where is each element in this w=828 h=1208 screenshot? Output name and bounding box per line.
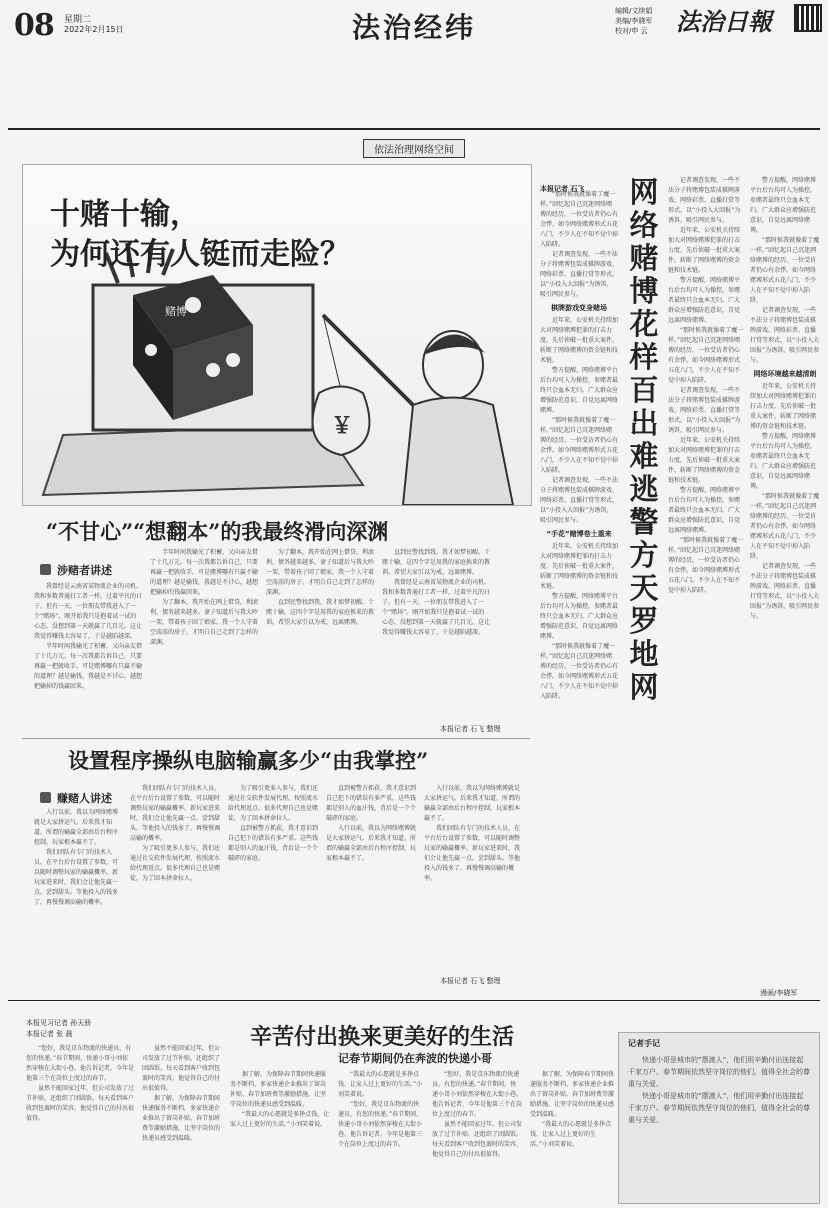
story4-column-1: “您好，我是京东物流的快递员，有您的快递。”春节期间，快递小哥小刘依然穿梭在大街小巷。他告诉记者，今年是他第三个在岗位上度过的春节。 虽然不能回家过年，但公司发放了过节补贴，还组织了团圆饭。每天看到客户收到包裹时的笑容，他觉得自己的付出很值得。	[26, 1045, 134, 1122]
story4-column-4: “我最大的心愿就是多挣点钱，让家人过上更好的生活。”小刘笑着说。 “您好，我是京东物流的快递员，有您的快递。”春节期间，快递小哥小刘依然穿梭在大街小巷。他告诉记者，今年是他第三个在岗位上度过的春节。	[338, 1071, 423, 1148]
banner-text: 依法治理网络空间	[363, 139, 465, 158]
newspaper-logo: 法治日報	[676, 7, 772, 36]
feature-headline-line1: 十赌十输，	[50, 197, 200, 232]
story3-subhead-3: 网络环境越来越清朗	[753, 370, 817, 378]
story4-column-5: “您好，我是京东物流的快递员，有您的快递。”春节期间，快递小哥小刘依然穿梭在大街小巷。他告诉记者，今年是他第三个在岗位上度过的春节。 虽然不能回家过年，但公司发放了过节补贴，还组织了团圆饭。每天看到客户收到包裹时的笑容，他觉得自己的付出很值得。	[432, 1071, 522, 1158]
story4-column-3: 据了解，为保障春节期间快递服务不断档，多家快递企业推出了留岗补贴、春节加班费等激励措施，让坚守岗位的快递员感受到温暖。 “我最大的心愿就是多挣点钱，让家人过上更好的生活。”小刘笑着说。	[230, 1071, 330, 1128]
story4-reporters: 本报见习记者 孙天骄 本报记者 张 晨	[26, 1019, 92, 1038]
story4-column-6: 据了解，为保障春节期间快递服务不断档，多家快递企业推出了留岗补贴、春节加班费等激励措施，让坚守岗位的快递员感受到温暖。 “我最大的心愿就是多挣点钱，让家人过上更好的生活。”小刘笑着说。	[530, 1071, 614, 1148]
bottom-rule	[8, 1000, 820, 1001]
story3-column-2: 记者调查发现，一些不法分子将赌博包装成棋牌游戏、网络彩票、直播打赏等形式，以“小投入大回报”为诱饵，吸引网民参与。 近年来，公安机关持续加大对网络赌博犯罪的打击力度，先后侦破一批重大案件，斩断了网络赌博的资金链和技术链。 警方提醒，网络赌博平台后台均可人为操控，参赌者最终只会血本无归。广大群众应增强防范意识，自觉远离网络赌博。 “那时候我就像着了魔一样。”回忆起自己沉迷网络赌博的经历，一位受访者仍心有余悸。如今网络赌博形式五花八门，不少人在不知不觉中掉入陷阱。 记者调查发现，一些不法分子将赌博包装成棋牌游戏、网络彩票、直播打赏等形式，以“小投入大回报”为诱饵，吸引网民参与。 近年来，公安机关持续加大对网络赌博犯罪的打击力度，先后侦破一批重大案件，斩断了网络赌博的资金链和技术链。 警方提醒，网络赌博平台后台均可人为操控，参赌者最终只会血本无归。广大群众应增强防范意识，自觉远离网络赌博。 “那时候我就像着了魔一样。”回忆起自己沉迷网络赌博的经历，一位受访者仍心有余悸。如今网络赌博形式五花八门，不少人在不知不觉中掉入陷阱。	[668, 177, 744, 594]
story2-column-5: 入行以前，我以为网络赌博就是大家拼运气。后来我才知道，所谓的输赢全部由后台程序控制，玩家根本赢不了。 我们团队有专门的技术人员，在平台后台设置了参数，可以随时调整玩家的输赢概率。新玩家进来时，我们会让他先赢一点，尝到甜头。等他投入的钱多了，再慢慢调高输的概率。	[424, 785, 520, 882]
feature-headline	[50, 195, 350, 275]
story3-signature: 漫画/李晓军	[760, 989, 798, 997]
story1-headline: “不甘心”“想翻本”的我最终滑向深渊	[46, 519, 389, 544]
story1-byline: 涉赌者讲述	[40, 562, 112, 578]
page-number: 08	[14, 8, 54, 43]
story2-column-1: 入行以前，我以为网络赌博就是大家拼运气。后来我才知道，所谓的输赢全部由后台程序控制，玩家根本赢不了。 我们团队有专门的技术人员，在平台后台设置了参数，可以随时调整玩家的输赢概率。新玩家进来时，我们会让他先赢一点，尝到甜头。等他投入的钱多了，再慢慢调高输的概率。	[34, 809, 119, 906]
story1-column-3: 为了翻本，我开始在网上借贷，利滚利，债务越来越多。妻子知道后与我大吵一架，带着孩子回了娘家。我一个人守着空荡荡的房子，才明白自己走到了怎样的深渊。 直到民警找到我，我才如梦初醒。十赌十输，这四个字是用我的家庭换来的教训。希望大家引以为戒，远离赌博。	[266, 549, 374, 626]
editor-credit: 编辑/文续娟	[615, 7, 653, 15]
proofreader-credit: 校对/申 云	[615, 27, 648, 35]
story2-signature: 本报记者 石飞 整理	[440, 977, 501, 985]
feature-headline-line2: 为何还有人铤而走险？	[50, 237, 350, 272]
sack-symbol: ￥	[331, 414, 354, 439]
dice-label: 赌博	[165, 305, 187, 318]
story2-column-3: 为了吸引更多人参与，我们还通过社交软件发展代理，按照流水给代理返点。很多代理自己也是赌徒，为了回本拼命拉人。 直到被警方抓获，我才意识到自己犯下的错误有多严重。这些钱都是别人的血汗钱，背后是一个个破碎的家庭。	[228, 785, 318, 862]
story3-column-3: 警方提醒，网络赌博平台后台均可人为操控，参赌者最终只会血本无归。广大群众应增强防范意识，自觉远离网络赌博。 “那时候我就像着了魔一样。”回忆起自己沉迷网络赌博的经历，一位受访者仍心有余悸。如今网络赌博形式五花八门，不少人在不知不觉中掉入陷阱。 记者调查发现，一些不法分子将赌博包装成棋牌游戏、网络彩票、直播打赏等形式，以“小投入大回报”为诱饵，吸引网民参与。 网络环境越来越清朗 近年来，公安机关持续加大对网络赌博犯罪的打击力度，先后侦破一批重大案件，斩断了网络赌博的资金链和技术链。 警方提醒，网络赌博平台后台均可人为操控，参赌者最终只会血本无归。广大群众应增强防范意识，自觉远离网络赌博。 “那时候我就像着了魔一样。”回忆起自己沉迷网络赌博的经历，一位受访者仍心有余悸。如今网络赌博形式五花八门，不少人在不知不觉中掉入陷阱。 记者调查发现，一些不法分子将赌博包装成棋牌游戏、网络彩票、直播打赏等形式，以“小投入大回报”为诱饵，吸引网民参与。	[750, 177, 820, 620]
story3-column-1: “那时候我就像着了魔一样。”回忆起自己沉迷网络赌博的经历，一位受访者仍心有余悸。如今网络赌博形式五花八门，不少人在不知不觉中掉入陷阱。 记者调查发现，一些不法分子将赌博包装成棋牌游戏、网络彩票、直播打赏等形式，以“小投入大回报”为诱饵，吸引网民参与。 棋牌游戏变身赌场 近年来，公安机关持续加大对网络赌博犯罪的打击力度，先后侦破一批重大案件，斩断了网络赌博的资金链和技术链。 警方提醒，网络赌博平台后台均可人为操控，参赌者最终只会血本无归。广大群众应增强防范意识，自觉远离网络赌博。 “那时候我就像着了魔一样。”回忆起自己沉迷网络赌博的经历，一位受访者仍心有余悸。如今网络赌博形式五花八门，不少人在不知不觉中掉入陷阱。 记者调查发现，一些不法分子将赌博包装成棋牌游戏、网络彩票、直播打赏等形式，以“小投入大回报”为诱饵，吸引网民参与。 “手花”赌博卷土重来 近年来，公安机关持续加大对网络赌博犯罪的打击力度，先后侦破一批重大案件，斩断了网络赌博的资金链和技术链。 警方提醒，网络赌博平台后台均可人为操控，参赌者最终只会血本无归。广大群众应增强防范意识，自觉远离网络赌博。 “那时候我就像着了魔一样。”回忆起自己沉迷网络赌博的经历，一位受访者仍心有余悸。如今网络赌博形式五花八门，不少人在不知不觉中掉入陷阱。	[540, 191, 618, 700]
issue-date: 2022年2月15日	[64, 25, 124, 34]
story4-headline: 辛苦付出换来更美好的生活	[250, 1024, 515, 1050]
story4-column-2: 虽然不能回家过年，但公司发放了过节补贴，还组织了团圆饭。每天看到客户收到包裹时的笑容，他觉得自己的付出很值得。 据了解，为保障春节期间快递服务不断档，多家快递企业推出了留岗补贴、春节加班费等激励措施，让坚守岗位的快递员感受到温暖。	[142, 1045, 221, 1142]
qr-code-icon	[794, 4, 822, 32]
story3-headline: 网络赌博花样百出难逃警方天罗地网	[629, 175, 659, 704]
section-title: 法治经纬	[352, 11, 477, 44]
story1-column-1: 我曾经是云南省某物流企业的司机。我和多数普通打工者一样，过着平凡的日子。但有一天，一位朋友带我进入了一个“赌场”。刚开始我只是抱着试一试的心态，没想到第一天就赢了几百元。这让我觉得赚钱太容易了，于是越陷越深。 半年时间我输光了积蓄，又向亲友借了十几万元。每一次我都告诉自己，只要再赢一把就收手。可是赌博哪有只赢不输的道理？越是输钱，我越是不甘心，越想把输掉的钱赢回来。	[34, 583, 142, 690]
section-banner	[0, 138, 828, 158]
divider	[22, 738, 530, 739]
story2-column-2: 我们团队有专门的技术人员，在平台后台设置了参数，可以随时调整玩家的输赢概率。新玩家进来时，我们会让他先赢一点，尝到甜头。等他投入的钱多了，再慢慢调高输的概率。 为了吸引更多人参与，我们还通过社交软件发展代理，按照流水给代理返点。很多代理自己也是赌徒，为了回本拼命拉人。	[130, 785, 220, 882]
designer-credit: 美编/李晓军	[615, 17, 653, 25]
weekday: 星期二	[64, 15, 92, 25]
editor-note-title: 记者手记	[628, 1039, 660, 1048]
story3-subhead-2: “手花”赌博卷土重来	[546, 530, 612, 538]
staff-credits	[615, 6, 652, 36]
story2-headline: 设置程序操纵电脑输赢多少“由我掌控”	[68, 748, 429, 773]
story1-column-4: 直到民警找到我，我才如梦初醒。十赌十输，这四个字是用我的家庭换来的教训。希望大家引以为戒，远离赌博。 我曾经是云南省某物流企业的司机。我和多数普通打工者一样，过着平凡的日子。但有一天，一位朋友带我进入了一个“赌场”。刚开始我只是抱着试一试的心态，没想到第一天就赢了几百元。这让我觉得赚钱太容易了，于是越陷越深。	[382, 549, 490, 636]
story2-column-4: 直到被警方抓获，我才意识到自己犯下的错误有多严重。这些钱都是别人的血汗钱，背后是一个个破碎的家庭。 入行以前，我以为网络赌博就是大家拼运气。后来我才知道，所谓的输赢全部由后台程序控制，玩家根本赢不了。	[326, 785, 416, 862]
header-rule	[8, 128, 820, 130]
story4-subheadline: 记春节期间仍在奔波的快递小哥	[338, 1052, 492, 1065]
editor-note-text: 快递小哥是城市的“摆渡人”，他们用辛勤付出连接起千家万户。春节期间依然坚守岗位的他们，值得全社会的尊重与关爱。 快递小哥是城市的“摆渡人”，他们用辛勤付出连接起千家万户。春节期间依然坚守岗位的他们，值得全社会的尊重与关爱。	[628, 1056, 810, 1124]
story3-reporter: 本报记者 石飞	[540, 185, 585, 193]
story1-column-2: 半年时间我输光了积蓄，又向亲友借了十几万元。每一次我都告诉自己，只要再赢一把就收手。可是赌博哪有只赢不输的道理？越是输钱，我越是不甘心，越想把输掉的钱赢回来。 为了翻本，我开始在网上借贷，利滚利，债务越来越多。妻子知道后与我大吵一架，带着孩子回了娘家。我一个人守着空荡荡的房子，才明白自己走到了怎样的深渊。	[150, 549, 258, 646]
person-icon	[40, 564, 51, 575]
story2-byline: 赚赌人讲述	[40, 790, 112, 806]
man-body	[403, 398, 513, 506]
story1-signature: 本报记者 石飞 整理	[440, 725, 501, 733]
story3-subhead-1: 棋牌游戏变身赌场	[551, 304, 607, 312]
person-icon	[40, 792, 51, 803]
